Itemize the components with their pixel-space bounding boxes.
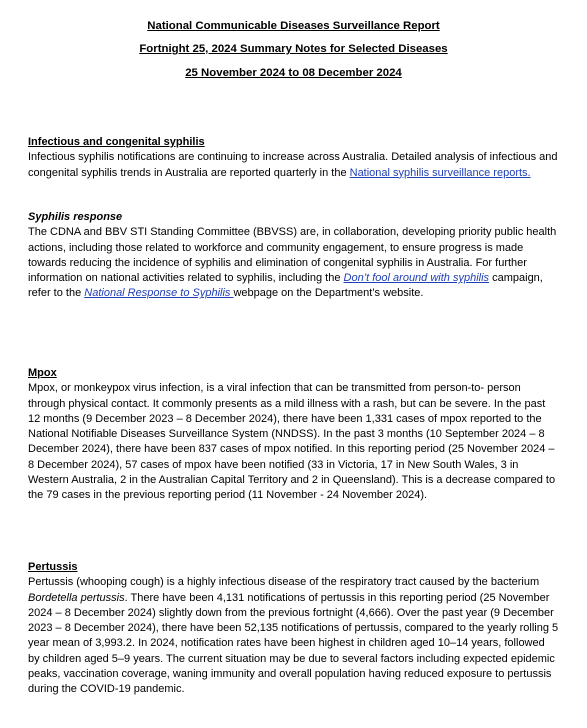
dont-fool-around-link[interactable]: Don’t fool around with syphilis bbox=[343, 272, 490, 285]
report-subtitle: Fortnight 25, 2024 Summary Notes for Selected Diseases bbox=[139, 43, 448, 55]
syphilis-reports-link[interactable]: National syphilis surveillance reports. bbox=[349, 166, 531, 179]
national-response-link[interactable]: National Response to Syphilis bbox=[84, 287, 234, 300]
section-syphilis-response bbox=[28, 210, 559, 302]
syphilis-response-paragraph bbox=[28, 225, 559, 301]
syphilis-response-text-2: campaign, refer to the bbox=[28, 272, 543, 300]
section-mpox bbox=[28, 366, 559, 504]
section-title-pertussis: Pertussis bbox=[28, 561, 78, 573]
syphilis-text: Infectious syphilis notifications are continuing to increase across Australia. Detailed analysis of infectious and congenital syphilis trends in Australia are reported quarterly in the bbox=[28, 151, 558, 179]
pertussis-organism: Bordetella pertussis bbox=[28, 591, 125, 604]
syphilis-response-text-1: The CDNA and BBV STI Standing Committee (BBVSS) are, in collaboration, developing priority public health actions, including those related to workforce and community engagement, to ensure progress is made towards reducing the incidence of syphilis and elimination of congenital syphilis in Australia. For further information on national activities related to syphilis, including the bbox=[28, 226, 557, 285]
section-title-syphilis: Infectious and congenital syphilis bbox=[28, 136, 205, 148]
section-pertussis bbox=[28, 560, 559, 698]
section-syphilis bbox=[28, 135, 559, 181]
subsection-title-syphilis-response: Syphilis response bbox=[28, 211, 123, 223]
syphilis-paragraph bbox=[28, 150, 559, 181]
report-title: National Communicable Diseases Surveillance Report bbox=[147, 20, 440, 32]
pertussis-paragraph bbox=[28, 575, 559, 697]
section-title-mpox: Mpox bbox=[28, 367, 57, 379]
pertussis-text-1: Pertussis (whooping cough) is a highly infectious disease of the respiratory tract caused by the bacterium bbox=[28, 576, 540, 589]
syphilis-response-text-3: webpage on the Department’s website. bbox=[233, 287, 424, 300]
report-date-range: 25 November 2024 to 08 December 2024 bbox=[185, 67, 402, 79]
pertussis-text-2: . There have been 4,131 notifications of pertussis in this reporting period (25 November 2024 – 8 December 2024) slightly down from the previous fortnight (4,666). Over the past year (9 December 2023 – 8 December 2024), there have been 52,135 notifications of pertussis, compared to the yearly rolling 5 year mean of 3,993.2. In 2024, notification rates have been highest in children aged 10–14 years, followed by children aged 5–9 years. The current situation may be due to several factors including expected epidemic peaks, vaccination coverage, waning immunity and overall population having reduced exposure to pertussis during the COVID-19 pandemic. bbox=[28, 591, 559, 696]
mpox-paragraph: Mpox, or monkeypox virus infection, is a viral infection that can be transmitted from person-to- person through physical contact. It commonly presents as a mild illness with a rash, but can be severe. In the past 12 months (9 December 2023 – 8 December 2024), there have been 1,331 cases of mpox reported to the National Notifiable Diseases Surveillance System (NNDSS). In the past 3 months (10 September 2024 – 8 December 2024), there have been 837 cases of mpox notified. In this reporting period (25 November 2024 – 8 December 2024), 57 cases of mpox have been notified (33 in Victoria, 17 in New South Wales, 3 in Western Australia, 2 in the Australian Capital Territory and 2 in Queensland). This is a decrease compared to the 79 cases in the previous reporting period (11 November - 24 November 2024). bbox=[28, 382, 556, 502]
